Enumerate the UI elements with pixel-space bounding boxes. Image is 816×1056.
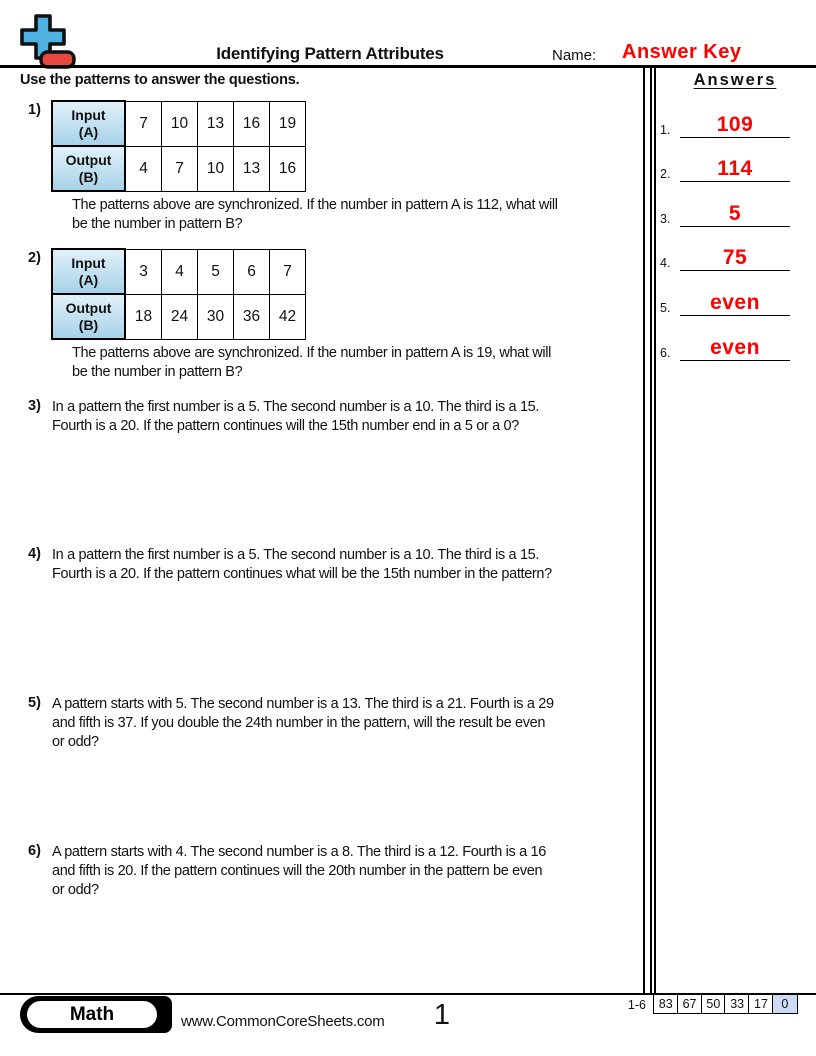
answer-item-4 bbox=[656, 242, 806, 271]
table-cell: 16 bbox=[270, 146, 306, 191]
answer-blank-line bbox=[680, 331, 790, 361]
answer-value: 75 bbox=[722, 246, 748, 269]
table-cell: 16 bbox=[234, 101, 270, 146]
score-range-label: 1-6 bbox=[627, 998, 646, 1012]
table-cell: 24 bbox=[162, 294, 198, 339]
table-cell: 4 bbox=[162, 249, 198, 294]
table-cell: 7 bbox=[125, 101, 162, 146]
answers-title: Answers bbox=[693, 71, 777, 89]
table-cell: 36 bbox=[234, 294, 270, 339]
table-cell: 42 bbox=[270, 294, 306, 339]
score-box: 17 bbox=[748, 994, 774, 1014]
answer-blank-line bbox=[680, 152, 790, 182]
table-header-output: Output (B) bbox=[52, 146, 125, 191]
score-box-highlighted: 0 bbox=[772, 994, 798, 1014]
header-divider bbox=[0, 65, 816, 68]
answer-number: 3. bbox=[660, 212, 671, 226]
table-cell: 10 bbox=[162, 101, 198, 146]
answer-number: 4. bbox=[660, 256, 671, 270]
answer-value: even bbox=[710, 336, 760, 359]
answer-value: 109 bbox=[716, 113, 754, 136]
website-url: www.CommonCoreSheets.com bbox=[181, 1013, 385, 1030]
answer-number: 6. bbox=[660, 346, 671, 360]
table-cell: 19 bbox=[270, 101, 306, 146]
question-4-number: 4) bbox=[28, 546, 41, 562]
table-cell: 4 bbox=[125, 146, 162, 191]
score-box: 33 bbox=[724, 994, 750, 1014]
answer-blank-line bbox=[680, 197, 790, 227]
answer-item-6 bbox=[656, 332, 806, 361]
table-cell: 13 bbox=[234, 146, 270, 191]
question-1-text: The patterns above are synchronized. If the number in pattern A is 112, what will be the number in pattern B? bbox=[72, 197, 558, 233]
question-2-text: The patterns above are synchronized. If the number in pattern A is 19, what will be the number in pattern B? bbox=[72, 345, 551, 381]
question-5-number: 5) bbox=[28, 695, 41, 711]
name-label: Name: bbox=[552, 47, 597, 64]
table-header-output: Output (B) bbox=[52, 294, 125, 339]
question-1-number: 1) bbox=[28, 102, 41, 118]
table-cell: 30 bbox=[198, 294, 234, 339]
answer-value: even bbox=[710, 291, 760, 314]
table-cell: 18 bbox=[125, 294, 162, 339]
answer-blank-line bbox=[680, 108, 790, 138]
instructions-text: Use the patterns to answer the questions. bbox=[20, 72, 300, 88]
question-2-table bbox=[51, 248, 306, 340]
table-row bbox=[52, 249, 306, 294]
question-4-text: In a pattern the first number is a 5. The second number is a 10. The third is a 15. Fourth is a 20. If the pattern continues what will be the 15th number in the pattern? bbox=[52, 547, 552, 583]
answer-number: 2. bbox=[660, 167, 671, 181]
page-title: Identifying Pattern Attributes bbox=[216, 44, 444, 63]
answer-item-1 bbox=[656, 109, 806, 138]
table-cell: 10 bbox=[198, 146, 234, 191]
question-1-table bbox=[51, 100, 306, 192]
table-header-input: Input (A) bbox=[52, 249, 125, 294]
question-5-text: A pattern starts with 5. The second number is a 13. The third is a 21. Fourth is a 29 and fifth is 37. If you double the 24th number in the pattern, will the result be even or odd? bbox=[52, 696, 554, 751]
subject-badge bbox=[20, 996, 172, 1033]
answer-item-5 bbox=[656, 287, 806, 316]
question-6-number: 6) bbox=[28, 843, 41, 859]
table-cell: 7 bbox=[270, 249, 306, 294]
answer-key-text: Answer Key bbox=[622, 41, 742, 63]
table-cell: 7 bbox=[162, 146, 198, 191]
table-row bbox=[52, 101, 306, 146]
answer-value: 114 bbox=[717, 157, 753, 180]
question-3-number: 3) bbox=[28, 398, 41, 414]
answer-value: 5 bbox=[728, 202, 742, 225]
table-cell: 5 bbox=[198, 249, 234, 294]
subject-label: Math bbox=[27, 1001, 157, 1028]
table-cell: 13 bbox=[198, 101, 234, 146]
answer-number: 5. bbox=[660, 301, 671, 315]
table-row bbox=[52, 294, 306, 339]
answer-item-3 bbox=[656, 198, 806, 227]
question-3-text: In a pattern the first number is a 5. The second number is a 10. The third is a 15. Fourth is a 20. If the pattern continues will the 15th number end in a 5 or a 0? bbox=[52, 399, 540, 435]
score-boxes bbox=[653, 994, 798, 1014]
table-cell: 6 bbox=[234, 249, 270, 294]
answer-blank-line bbox=[680, 286, 790, 316]
answer-number: 1. bbox=[660, 123, 671, 137]
score-box: 50 bbox=[701, 994, 727, 1014]
score-box: 83 bbox=[653, 994, 679, 1014]
page-number: 1 bbox=[433, 999, 451, 1031]
table-header-input: Input (A) bbox=[52, 101, 125, 146]
table-cell: 3 bbox=[125, 249, 162, 294]
answer-item-2 bbox=[656, 153, 806, 182]
question-2-number: 2) bbox=[28, 250, 41, 266]
table-row bbox=[52, 146, 306, 191]
answer-blank-line bbox=[680, 241, 790, 271]
question-6-text: A pattern starts with 4. The second number is a 8. The third is a 12. Fourth is a 16 and fifth is 20. If the pattern continues will the 20th number in the pattern be even or odd? bbox=[52, 844, 546, 899]
score-box: 67 bbox=[677, 994, 703, 1014]
